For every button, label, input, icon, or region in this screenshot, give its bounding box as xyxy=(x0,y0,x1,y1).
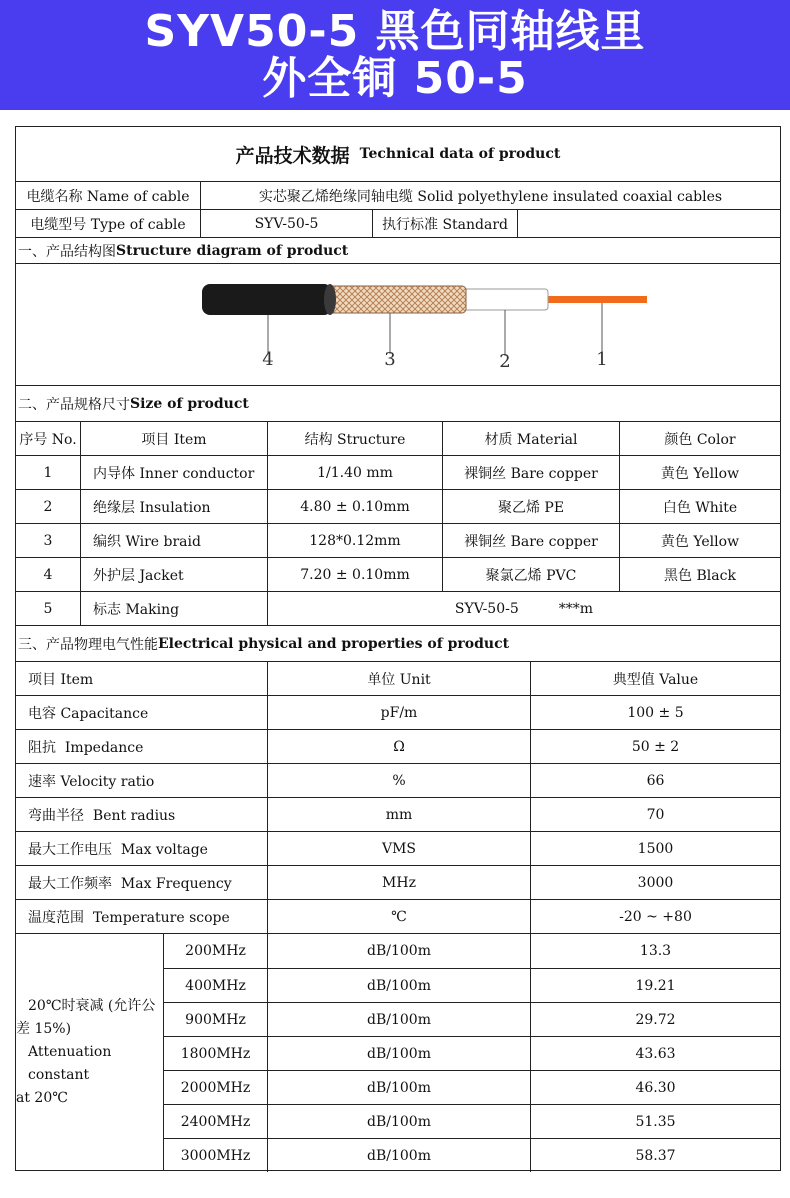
table-row: 电容 Capacitance pF/m 100 ± 5 xyxy=(16,695,780,729)
section-electrical-cn: 三、产品物理电气性能 xyxy=(18,636,158,653)
cable-type-row xyxy=(16,209,780,237)
table-row: 1 内导体 Inner conductor 1/1.40 mm 裸铜丝 Bare copper 黄色 Yellow xyxy=(16,455,780,489)
cable-type-label: 电缆型号 Type of cable xyxy=(16,210,201,237)
table-row: 4 外护层 Jacket 7.20 ± 0.10mm 聚氯乙烯 PVC 黑色 Black xyxy=(16,557,780,591)
section-electrical-en: Electrical physical and properties of product xyxy=(158,635,510,652)
section-size-cn: 二、产品规格尺寸 xyxy=(18,396,130,413)
section-size-en: Size of product xyxy=(130,395,249,412)
table-row: 温度范围 Temperature scope ℃ -20 ~ +80 xyxy=(16,899,780,933)
table-row: 3 编织 Wire braid 128*0.12mm 裸铜丝 Bare copper 黄色 Yellow xyxy=(16,523,780,557)
product-banner xyxy=(0,0,790,110)
jacket-layer xyxy=(202,284,332,315)
label-jacket: 4 xyxy=(262,349,274,370)
table-row: 900MHz dB/100m 29.72 xyxy=(164,1002,780,1036)
structure-diagram xyxy=(16,263,780,385)
table-row: 最大工作频率 Max Frequency MHz 3000 xyxy=(16,865,780,899)
header-elec-unit: 单位 Unit xyxy=(268,662,531,695)
table-row: 400MHz dB/100m 19.21 xyxy=(164,968,780,1002)
section-electrical-header xyxy=(16,625,780,661)
table-row: 3000MHz dB/100m 58.37 xyxy=(164,1138,780,1172)
table-row: 200MHz dB/100m 13.3 xyxy=(164,934,780,968)
cable-name-label: 电缆名称 Name of cable xyxy=(16,182,201,209)
technical-data-sheet xyxy=(15,126,781,1171)
label-braid: 3 xyxy=(384,349,396,370)
header-elec-value: 典型值 Value xyxy=(612,671,699,688)
sheet-title xyxy=(16,127,780,181)
sheet-title-en: Technical data of product xyxy=(359,146,561,162)
table-row: 最大工作电压 Max voltage VMS 1500 xyxy=(16,831,780,865)
table-row: 速率 Velocity ratio % 66 xyxy=(16,763,780,797)
header-no: 序号 No. xyxy=(16,422,81,455)
header-color: 颜色 Color xyxy=(664,431,736,448)
cable-name-value: 实芯聚乙烯绝缘同轴电缆 Solid polyethylene insulated coaxial cables xyxy=(258,188,723,205)
label-insulation: 2 xyxy=(499,351,511,372)
attenuation-block xyxy=(16,933,780,1171)
inner-conductor xyxy=(541,296,647,303)
insulation-layer xyxy=(454,289,548,310)
standard-value xyxy=(518,210,780,237)
marking-value: SYV-50-5 ***m xyxy=(454,600,594,617)
banner-line-1: SYV50-5 黑色同轴线里 xyxy=(144,6,646,57)
table-row: 1800MHz dB/100m 43.63 xyxy=(164,1036,780,1070)
electrical-table-header xyxy=(16,661,780,695)
table-row: 弯曲半径 Bent radius mm 70 xyxy=(16,797,780,831)
cable-type-value: SYV-50-5 xyxy=(201,210,373,237)
table-row: 阻抗 Impedance Ω 50 ± 2 xyxy=(16,729,780,763)
section-structure-cn: 一、产品结构图 xyxy=(18,243,116,260)
table-row: 2400MHz dB/100m 51.35 xyxy=(164,1104,780,1138)
standard-label: 执行标准 Standard xyxy=(373,210,518,237)
section-structure-en: Structure diagram of product xyxy=(116,242,349,259)
section-structure-header xyxy=(16,237,780,263)
coax-cable-illustration xyxy=(16,264,780,386)
attenuation-label: 20℃时衰减 (允许公 差 15%) Attenuation constant at 20℃ xyxy=(16,934,164,1171)
header-elec-item: 项目 Item xyxy=(16,662,268,695)
table-row: 2 绝缘层 Insulation 4.80 ± 0.10mm 聚乙烯 PE 白色 White xyxy=(16,489,780,523)
sheet-title-cn: 产品技术数据 xyxy=(235,144,350,167)
header-material: 材质 Material xyxy=(443,422,620,455)
section-size-header xyxy=(16,385,780,421)
size-table-header xyxy=(16,421,780,455)
table-row: 2000MHz dB/100m 46.30 xyxy=(164,1070,780,1104)
label-conductor: 1 xyxy=(596,349,608,370)
wire-braid-layer xyxy=(324,286,466,313)
header-structure: 结构 Structure xyxy=(268,422,443,455)
banner-line-2: 外全铜 50-5 xyxy=(262,53,528,104)
header-item: 项目 Item xyxy=(81,422,268,455)
cable-name-row xyxy=(16,181,780,209)
marking-row: 5 标志 Making SYV-50-5 ***m xyxy=(16,591,780,625)
